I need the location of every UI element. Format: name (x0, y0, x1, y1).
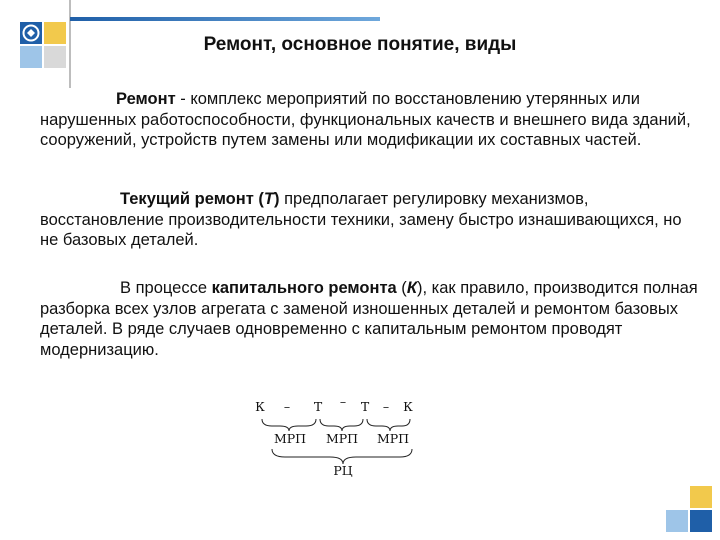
current-repair-text: предполагает регулировку механизмов, восстановление производительности техники, замену быстро изнашивающихся, но не базовых деталей. (40, 190, 682, 249)
label-cycle: РЦ (333, 463, 353, 478)
brace-mrp-2 (320, 419, 363, 431)
seq-dash-3: – (382, 399, 390, 414)
seq-dash-1: – (283, 399, 291, 414)
abbr-capital-repair: К (406, 279, 417, 297)
corner-tiles-icon (666, 486, 712, 532)
label-mrp-1: МРП (273, 431, 307, 446)
brace-cycle (272, 449, 412, 464)
seq-k-start: К (255, 399, 265, 414)
label-mrp-2: МРП (325, 431, 359, 446)
slide-title: Ремонт, основное понятие, виды (203, 34, 517, 55)
paragraph-capital-repair: В процессе капитального ремонта (К), как правило, производится полная разборка всех узлов агрегата с заменой изношенных деталей и ремонтом базовых деталей. В ряде случаев одновременно с капитальным ремонтом проводят модернизацию. (40, 279, 698, 359)
paragraph-current-repair: Текущий ремонт (Т) предполагает регулировку механизмов, восстановление производительности техники, замену быстро изнашивающихся, но не базовых деталей. (40, 190, 682, 249)
repair-cycle-diagram (250, 395, 440, 485)
abbr-current-repair: Т (263, 190, 275, 208)
seq-dash-2: – (339, 395, 347, 409)
brace-mrp-1 (262, 419, 316, 431)
capital-repair-text: , как правило, производится полная разборка всех узлов агрегата с заменой изношенных деталей и ремонтом базовых деталей. В ряде случаев одновременно с капитальным ремонтом проводят модернизацию. (40, 279, 698, 359)
seq-t-2: Т (360, 399, 370, 414)
seq-t-1: Т (313, 399, 323, 414)
term-capital-repair: капитального ремонта (211, 279, 397, 297)
paragraph-repair-definition (40, 89, 712, 151)
top-accent-bar (70, 17, 380, 21)
seq-k-end: К (403, 399, 413, 414)
term-repair: Ремонт (116, 90, 176, 108)
brace-mrp-3 (367, 419, 410, 431)
repair-definition-text: - комплекс мероприятий по восстановлению утерянных или нарушенных работоспособности, функциональных качеств и внешнего вида зданий, сооружений, устройств путем замены или модификации их составных частей. (40, 90, 691, 149)
term-current-repair: Текущий ремонт (120, 190, 254, 208)
label-mrp-3: МРП (376, 431, 410, 446)
